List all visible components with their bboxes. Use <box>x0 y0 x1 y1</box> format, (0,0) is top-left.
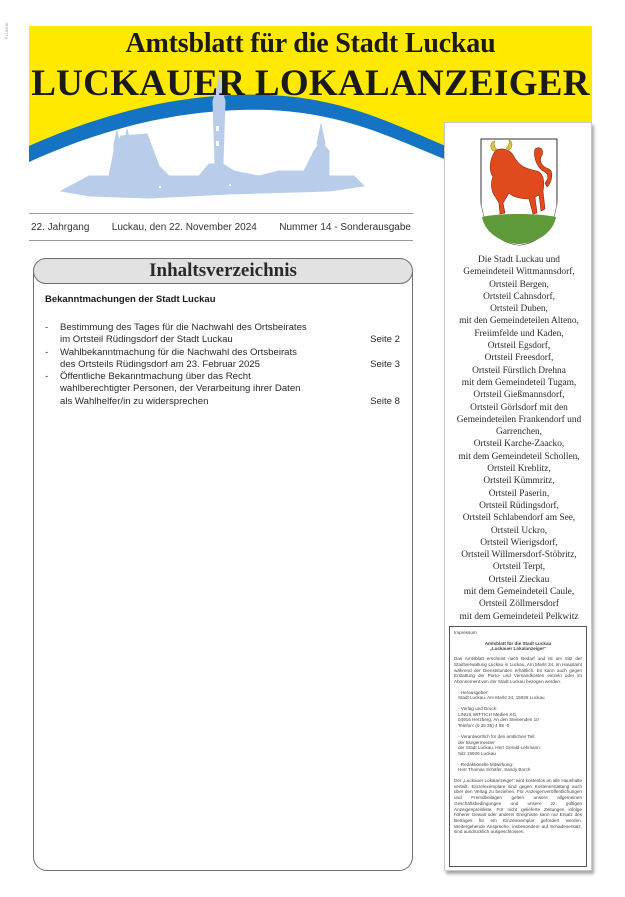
issue-number: Nummer 14 - Sonderausgabe <box>279 221 411 233</box>
impressum-intro: Das Amtsblatt erscheint nach Bedarf und ist am Sitz der Stadtverwaltung Luckau in Luckau, Am Markt 34, im Hauptamt während der Dienststunden erhältlich. Es kann auch gegen Erstattung der Porto- und Versandkosten einzeln oder im Abonnement von der Stadt Luckau bezogen werden. <box>454 656 582 684</box>
place-line: Ortsteil Kreblitz, <box>487 464 551 475</box>
toc-entry-line: Bestimmung des Tages für die Nachwahl des Ortsbeirates <box>60 322 307 333</box>
publication-title: Amtsblatt für die Stadt Luckau <box>125 28 496 59</box>
place-line: Ortsteil Paserin, <box>488 488 550 499</box>
bullet-dash: - <box>45 346 49 358</box>
toc-entry-line: wahlberechtigter Personen, der Verarbeitung ihrer Daten <box>60 383 301 395</box>
impressum-field-value: LINUS WITTICH Medien KG, <box>458 711 518 717</box>
municipality-list <box>445 254 593 623</box>
bullet-dash: - <box>45 371 49 383</box>
impressum-title <box>454 641 582 652</box>
place-date: Luckau, den 22. November 2024 <box>111 221 257 233</box>
toc-entry-line: als Wahlhelfer/in zu widersprechen <box>60 395 209 407</box>
place-line: Ortsteil Duben, <box>490 304 548 315</box>
place-line: Ortsteil Cahnsdorf, <box>483 291 555 302</box>
bullet-dash: - <box>45 322 49 333</box>
print-code: PLUBHE <box>4 22 9 40</box>
masthead-title: LUCKAUER LOKALANZEIGER <box>31 63 590 104</box>
place-line: Ortsteil Rüdingsdorf, <box>479 500 559 511</box>
impressum-field-label: - Herausgeber: <box>458 689 489 695</box>
toc-page-ref: Seite 3 <box>370 358 400 370</box>
toc-entry-line: im Ortsteil Rüdingsdorf der Stadt Luckau <box>60 334 233 346</box>
place-line: Ortsteil Terpt, <box>492 562 546 573</box>
place-line: Ortsteil Zöllmersdorf <box>479 599 559 610</box>
place-line: Ortsteil Freesdorf, <box>484 353 554 364</box>
toc-title: Inhaltsverzeichnis <box>33 258 413 284</box>
volume: 22. Jahrgang <box>31 221 90 233</box>
place-line: mit dem Gemeindeteil Caule, <box>463 587 575 598</box>
place-line: Ortsteil Egsdorf, <box>487 341 551 352</box>
toc-page-ref: Seite 2 <box>370 334 400 346</box>
impressum-field-value: Sitz 15926 Luckau <box>458 750 496 756</box>
impressum-title-line: „Luckauer Lokalanzeiger“ <box>489 646 547 652</box>
impressum-field-label: - Redaktionelle Mitwirkung: <box>458 761 514 767</box>
impressum-field-label: - Verlag und Druck: <box>458 706 498 712</box>
place-line: Gemeindeteil Wittmannsdorf, <box>463 267 575 278</box>
impressum-responsible <box>454 734 582 757</box>
impressum-field-value: der Stadt Luckau, Herr Gerald Lehmann, <box>458 745 541 751</box>
place-line: mit den Gemeindeteilen Alteno, <box>459 316 579 327</box>
toc-page-ref: Seite 8 <box>370 395 400 407</box>
place-line: Garrenchen, <box>495 427 543 438</box>
place-line: Ortsteil Bergen, <box>489 279 549 290</box>
toc-entry[interactable] <box>45 371 400 408</box>
toc-list <box>45 322 400 408</box>
toc-entry[interactable] <box>45 322 400 347</box>
toc-section-heading: Bekanntmachungen der Stadt Luckau <box>45 294 216 305</box>
toc-entry[interactable] <box>45 347 400 372</box>
place-line: Ortsteil Uckro, <box>490 525 548 536</box>
impressum-box <box>449 626 587 867</box>
place-line: Freiimfelde und Kaden, <box>474 328 564 339</box>
issue-info-bar <box>29 213 413 241</box>
place-line: Die Stadt Luckau und <box>477 255 560 265</box>
toc-entry-line: Öffentliche Bekanntmachung über das Recht <box>60 371 251 383</box>
impressum-label: Impressum <box>454 630 477 635</box>
coat-of-arms-bull-icon <box>479 137 559 247</box>
toc-entry-line: Wahlbekanntmachung für die Nachwahl des Ortsbeirats <box>60 346 297 358</box>
impressum-publisher <box>454 690 582 701</box>
impressum-editorial <box>454 762 582 773</box>
impressum-title-line: Amtsblatt für die Stadt Luckau <box>484 640 552 646</box>
impressum-footer: Der „Luckauer Lokalanzeiger“ wird kostenlos an alle Haushalte verteilt. Einzelexemplare sind gegen Kostenerstattung auch über den Verlag zu beziehen. Für Anzeigenveröffentlichungen und Fremdbeilagen gelten unsere allgemeinen Geschäftsbedingungen und unsere zz. gültigen Anzeigenpreisliste. Für nicht gelieferte Zeitungen infolge höherer Gewalt oder anderer Ereignisse kann nur Ersatz des Betrages für ein Einzelexemplar gefordert werden. Weitergehende Ansprüche, insbesondere auf Schadenersatz, sind ausdrücklich ausgeschlossen. <box>454 778 582 835</box>
place-line: Ortsteil Fürstlich Drehna <box>472 365 566 376</box>
impressum-field-value: Stadt Luckau, Am Markt 34, 15926 Luckau <box>458 695 545 701</box>
impressum-field-value: der Bürgermeister <box>458 739 495 745</box>
place-line: Ortsteil Willmersdorf-Stöbritz, <box>461 550 577 561</box>
impressum-field-value: Herr Thomas Schäfer, Sandy Borch <box>458 767 531 773</box>
sidebar-panel <box>444 122 592 871</box>
impressum-field-value: 04916 Herzberg, An den Steinenden 10 <box>458 717 539 723</box>
place-line: Ortsteil Zieckau <box>488 574 550 585</box>
place-line: mit dem Gemeindeteil Tugam, <box>461 377 577 388</box>
place-line: Ortsteil Kümmritz, <box>483 476 555 487</box>
table-of-contents <box>33 258 413 871</box>
place-line: Ortsteil Görlsdorf mit den <box>470 402 568 413</box>
impressum-field-value: Telefon: (0 35 35) 4 89 -0 <box>458 723 510 729</box>
place-line: mit dem Gemeindeteil Schollen, <box>458 451 580 462</box>
place-line: Ortsteil Schlabendorf am See, <box>462 513 576 524</box>
place-line: Gemeindeteilen Frankendorf und <box>456 414 582 425</box>
place-line: Ortsteil Wierigsdorf, <box>480 537 558 548</box>
place-line: Ortsteil Karche-Zaacko, <box>473 439 565 450</box>
place-line: Ortsteil Gießmannsdorf, <box>473 390 565 401</box>
toc-entry-line: des Ortsteils Rüdingsdorf am 23. Februar 2025 <box>60 358 260 370</box>
impressum-print <box>454 706 582 729</box>
place-line: mit dem Gemeindeteil Pelkwitz <box>459 611 579 622</box>
impressum-field-label: - Verantwortlich für den amtlichen Teil: <box>458 733 536 739</box>
